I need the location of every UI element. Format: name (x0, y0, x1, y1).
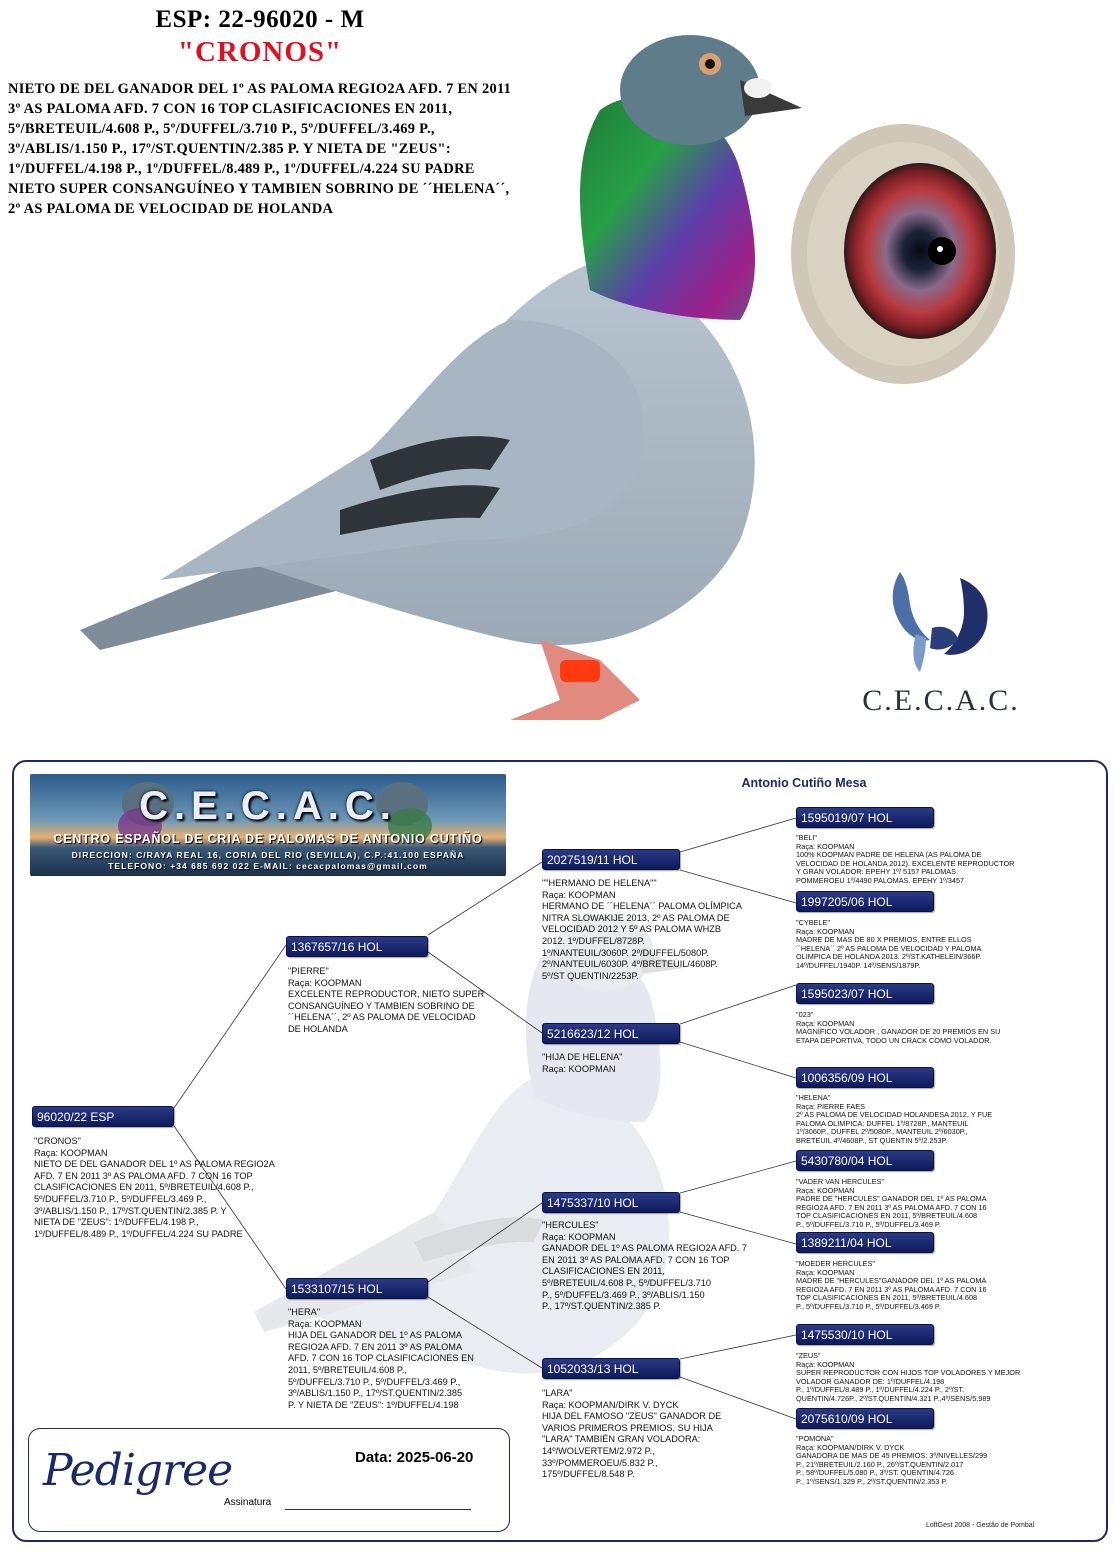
connector-ds-dss (680, 1161, 796, 1193)
dss-breed: Raça: KOOPMAN (796, 1185, 855, 1195)
dsd-info (796, 1260, 1032, 1312)
ds-desc: GANADOR DEL 1º AS PALOMA REGIO2A AFD. 7 EN 2011 3º AS PALOMA AFD. 7 CON 16 TOP CLASIFICACIONES EN 2011, 5º/BRETEUIL/4.608 P., 5º/DUFFEL/3.710 P., 5º/DUFFEL/3.469 P., 3º/ABLIS/1.150 P., 17º/ST.QUENTIN/2.385 P. (542, 1243, 748, 1312)
sire-breed: Raça: KOOPMAN (288, 977, 362, 988)
bird-header (0, 0, 1114, 748)
ssd-name: "CYBELE" (796, 918, 830, 927)
cecac-logo-text: C.E.C.A.C. (862, 684, 1020, 717)
dd-ring[interactable]: 1052033/13 HOL (542, 1358, 680, 1379)
subject-info (34, 1136, 334, 1240)
dds-ring[interactable]: 1475530/10 HOL (796, 1324, 934, 1345)
banner-address: DIRECCION: C/RAYA REAL 16, CORIA DEL RIO (SEVILLA), C.P.:41.100 ESPAÑA (71, 850, 465, 860)
pedigree-frame (12, 760, 1108, 1542)
sds-breed: Raça: KOOPMAN (796, 1018, 855, 1028)
dam-info (288, 1307, 508, 1411)
sdd-name: "HELENA" (796, 1093, 831, 1102)
subject-desc: NIETO DE DEL GANADOR DEL 1º AS PALOMA REGIO2A AFD. 7 EN 2011 3º AS PALOMA AFD. 7 CON 16 TOP CLASIFICACIONES EN 2011, 5º/BRETEUIL/4.608 P., 5º/DUFFEL/3.710 P., 5º/DUFFEL/3.469 P., 3º/ABLIS/1.150 P., 17º/ST.QUENTIN/2.385 P. Y NIETA DE "ZEUS": 1º/DUFFEL/4.198 P., 1º/DUFFEL/8.489 P., 1º/DUFFEL/4.224 SU PADRE (34, 1159, 275, 1239)
connector-dam-ds (428, 1203, 542, 1282)
sss-breed: Raça: KOOPMAN (796, 841, 855, 851)
dds-desc: SUPER REPRODUCTOR CON HIJOS TOP VOLADORES Y MEJOR VOLADOR GANADOR DE: 1º/DUFFEL/4.198 P., 1º/DUFFEL/8.489 P., 1º/DUFFEL/4.224 P., 2º/ST. QUENTIN/4.726P., 2º/ST.QUENTIN/4.321 P.,4º/SENS/5.989 (796, 1368, 1021, 1403)
sdd-info (796, 1094, 1032, 1146)
sdd-desc: 2º AS PALOMA DE VELOCIDAD HOLANDESA 2012, Y FUE PALOMA OLIMPICA: DUFFEL 1º/8728P., MANTEUIL 1º/3060P., DUFFEL 2º/5080P., MANTEUIL 2º/6030P., BRETEUIL 4º/4608P., ST QUENTIN 5º/2.253P. (796, 1110, 993, 1145)
dam-desc: HIJA DEL GANADOR DEL 1º AS PALOMA REGIO2A AFD. 7 EN 2011 3º AS PALOMA AFD. 7 CON 16 TOP CLASIFICACIONES EN 2011, 5º/BRETEUIL/4.608 P., 5º/DUFFEL/3.710 P., 5º/DUFFEL/3.469 P., 3º/ABLIS/1.150 P., 17º/ST.QUENTIN/2.385 P. Y NIETA DE "ZEUS": 1º/DUFFEL/4.198 (288, 1330, 474, 1410)
ss-info (542, 878, 762, 982)
ss-desc: HERMANO DE ´´HELENA´´ PALOMA OLÍMPICA NITRA SLOWAKIJE 2013, 2º AS PALOMA DE VELOCIDAD 2012 Y 5º AS PALOMA WHZB 2012. 1º/DUFFEL/8728P. 1º/NANTEUIL/3060P. 2º/DUFFEL/5080P. 2º/NANTEUIL/6030P. 4º/BRETEUIL/4608P. 5º/ST QUENTIN/2253P. (542, 901, 742, 981)
date-label: Data: 2025-06-20 (355, 1449, 474, 1466)
signature-label: Assinatura (224, 1497, 272, 1508)
dsd-name: "MOEDER HERCULES" (796, 1259, 875, 1268)
dd-breed: Raça: KOOPMAN/DIRK V. DYCK (542, 1399, 679, 1410)
dds-name: "ZEUS" (796, 1351, 821, 1360)
dam-breed: Raça: KOOPMAN (288, 1318, 362, 1329)
dss-info (796, 1178, 1032, 1230)
dds-breed: Raça: KOOPMAN (796, 1359, 855, 1369)
banner-subtitle: CENTRO ESPAÑOL DE CRIA DE PALOMAS DE ANTONIO CUTIÑO (53, 832, 483, 846)
sdd-ring[interactable]: 1006356/09 HOL (796, 1067, 934, 1088)
ds-ring[interactable]: 1475337/10 HOL (542, 1192, 680, 1213)
ssd-desc: MADRE DE MAS DE 80 X PREMIOS, ENTRE ELLOS ´´HELENA´´ 2º AS PALOMA DE VELOCIDAD Y PALOMA OLIMPICA DE HOLANDA 2013. 2º/ST.KATHELEIN/366P. 14º/DUFFEL/1940P. 14º/SENS/1879P. (796, 935, 982, 970)
ddd-ring[interactable]: 2075610/09 HOL (796, 1408, 934, 1429)
subject-breed: Raça: KOOPMAN (34, 1147, 108, 1158)
subject-name: "CRONOS" (34, 1136, 81, 1146)
ds-breed: Raça: KOOPMAN (542, 1231, 616, 1242)
dam-ring[interactable]: 1533107/15 HOL (286, 1278, 428, 1299)
ddd-info (796, 1435, 1032, 1487)
sire-name: "PIERRE" (288, 966, 329, 976)
ssd-ring[interactable]: 1997205/06 HOL (796, 891, 934, 912)
dsd-desc: MADRE DE "HERCULES"GANADOR DEL 1º AS PALOMA REGIO2A AFD. 7 EN 2011 3º AS PALOMA AFD. 7 CON 16 TOP CLASIFICACIONES EN 2011, 5º/BRETEUIL/4.608 P., 5º/DUFFEL/3.710 P., 5º/DUFFEL/3.469 P. (796, 1276, 987, 1311)
software-credit: LoftGest 2008 - Gestão de Pombal (926, 1522, 1035, 1529)
connector-sire-ss (428, 862, 542, 935)
pedigree-word: Pedigree (43, 1445, 233, 1496)
owner-name: Antonio Cutiño Mesa (741, 776, 867, 790)
sss-info (796, 834, 1032, 886)
ddd-name: "POMONA" (796, 1434, 834, 1443)
banner-title: C.E.C.A.C. (139, 784, 397, 828)
signature-line[interactable] (285, 1509, 471, 1510)
sss-ring[interactable]: 1595019/07 HOL (796, 807, 934, 828)
ddd-breed: Raça: KOOPMAN/DIRK V. DYCK (796, 1442, 905, 1452)
dd-desc: HIJA DEL FAMOSO "ZEUS" GANADOR DE VARIOS PRIMEROS PREMIOS, SU HIJA "LARA" TAMBIÉN GRAN VOLADORA: 14º/WOLVERTEM/2.972 P., 33º/POMMEROEU/5.832 P., 175º/DUFFEL/8.548 P. (542, 1411, 722, 1480)
sire-desc: EXCELENTE REPRODUCTOR, NIETO SUPER CONSANGUÍNEO Y TAMBIEN SOBRINO DE ´´HELENA´´, 2º AS PALOMA DE VELOCIDAD DE HOLANDA (288, 989, 485, 1034)
eye-photo (790, 123, 1016, 385)
ds-name: "HERCULES" (542, 1220, 599, 1230)
sds-desc: MAGNÍFICO VOLADOR , GANADOR DE 20 PREMIOS EN SU ETAPA DEPORTIVA, TODO UN CRACK COMO VOLADOR. (796, 1027, 1001, 1045)
dss-name: "VADER VAN HERCULES" (796, 1177, 885, 1186)
dsd-ring[interactable]: 1389211/04 HOL (796, 1232, 934, 1253)
ring-number-title: ESP: 22-96020 - M (155, 6, 365, 33)
dsd-breed: Raça: KOOPMAN (796, 1267, 855, 1277)
ss-ring[interactable]: 2027519/11 HOL (542, 849, 680, 870)
dss-desc: PADRE DE "HERCULES" GANADOR DEL 1º AS PALOMA REGIO2A AFD. 7 EN 2011 3º AS PALOMA AFD. 7 CON 16 TOP CLASIFICACIONES EN 2011, 5º/BRETEUIL/4.608 P., 5º/DUFFEL/3.710 P., 5º/DUFFEL/3.469 P. (796, 1194, 987, 1229)
sd-breed: Raça: KOOPMAN (542, 1063, 616, 1074)
sdd-breed: Raça: PIERRE FAES (796, 1101, 865, 1111)
connector-sd-sds (680, 985, 796, 1024)
dss-ring[interactable]: 5430780/04 HOL (796, 1150, 934, 1171)
connector-ss-sss (680, 818, 796, 852)
connector-dd-dds (680, 1335, 796, 1359)
sire-ring[interactable]: 1367657/16 HOL (286, 936, 428, 957)
ds-info (542, 1220, 762, 1313)
banner-contact: TELEFONO: +34 685 692 022 E-MAIL: cecacpalomas@gmail.com (108, 861, 428, 871)
subject-ring[interactable]: 96020/22 ESP (32, 1106, 174, 1127)
ssd-info (796, 919, 1032, 971)
sd-info (542, 1052, 762, 1075)
bird-description: NIETO DE DEL GANADOR DEL 1º AS PALOMA REGIO2A AFD. 7 EN 2011 3º AS PALOMA AFD. 7 CON 16 TOP CLASIFICACIONES EN 2011, 5º/BRETEUIL/4.608 P., 5º/DUFFEL/3.710 P., 5º/DUFFEL/3.469 P., 3º/ABLIS/1.150 P., 17º/ST.QUENTIN/2.385 P. Y NIETA DE "ZEUS": 1º/DUFFEL/4.198 P., 1º/DUFFEL/8.489 P., 1º/DUFFEL/4.224 SU PADRE NIETO SUPER CONSANGUÍNEO Y TAMBIEN SOBRINO DE ´´HELENA´´, 2º AS PALOMA DE VELOCIDAD DE HOLANDA (8, 81, 512, 217)
dd-name: "LARA" (542, 1388, 573, 1398)
sds-ring[interactable]: 1595023/07 HOL (796, 983, 934, 1004)
dam-name: "HERA" (288, 1307, 321, 1317)
ss-breed: Raça: KOOPMAN (542, 889, 616, 900)
sd-ring[interactable]: 5216623/12 HOL (542, 1023, 680, 1044)
bird-name-title: "CRONOS" (177, 36, 343, 68)
ddd-desc: GANADORA DE MAS DE 45 PREMIOS: 3º/NIVELLES/299 P., 21º/BRETEUIL/2.160 P., 26º/ST.QUENTIN/2.017 P., 58º/DUFFEL/5.080 P., 3º/ST. QUENTIN/4.726 P., 1º/SENS/1.329 P., 2º/ST.QUENTIN/2.353 P. (796, 1451, 988, 1486)
sds-name: "023" (796, 1010, 814, 1019)
connector-subject-sire (174, 945, 286, 1108)
sds-info (796, 1011, 1032, 1045)
ss-name: ""HERMANO DE HELENA"" (542, 878, 657, 888)
pedigree-footer (28, 1428, 510, 1532)
sire-info (288, 966, 508, 1036)
sd-name: "HIJA DE HELENA" (542, 1052, 623, 1062)
dds-info (796, 1352, 1032, 1404)
dd-info (542, 1388, 762, 1481)
sss-name: "BELI" (796, 833, 817, 842)
ssd-breed: Raça: KOOPMAN (796, 926, 855, 936)
sss-desc: 100% KOOPMAN PADRE DE HELENA (AS PALOMA DE VELOCIDAD DE HOLANDA 2012). EXCELENTE REPRODUCTOR Y GRAN VOLADOR: EPEHY 1º/ 5157 PALOMAS. POMMEROEU 1º/4490 PALOMAS. EPEHY 1º/3457 (796, 850, 1015, 885)
